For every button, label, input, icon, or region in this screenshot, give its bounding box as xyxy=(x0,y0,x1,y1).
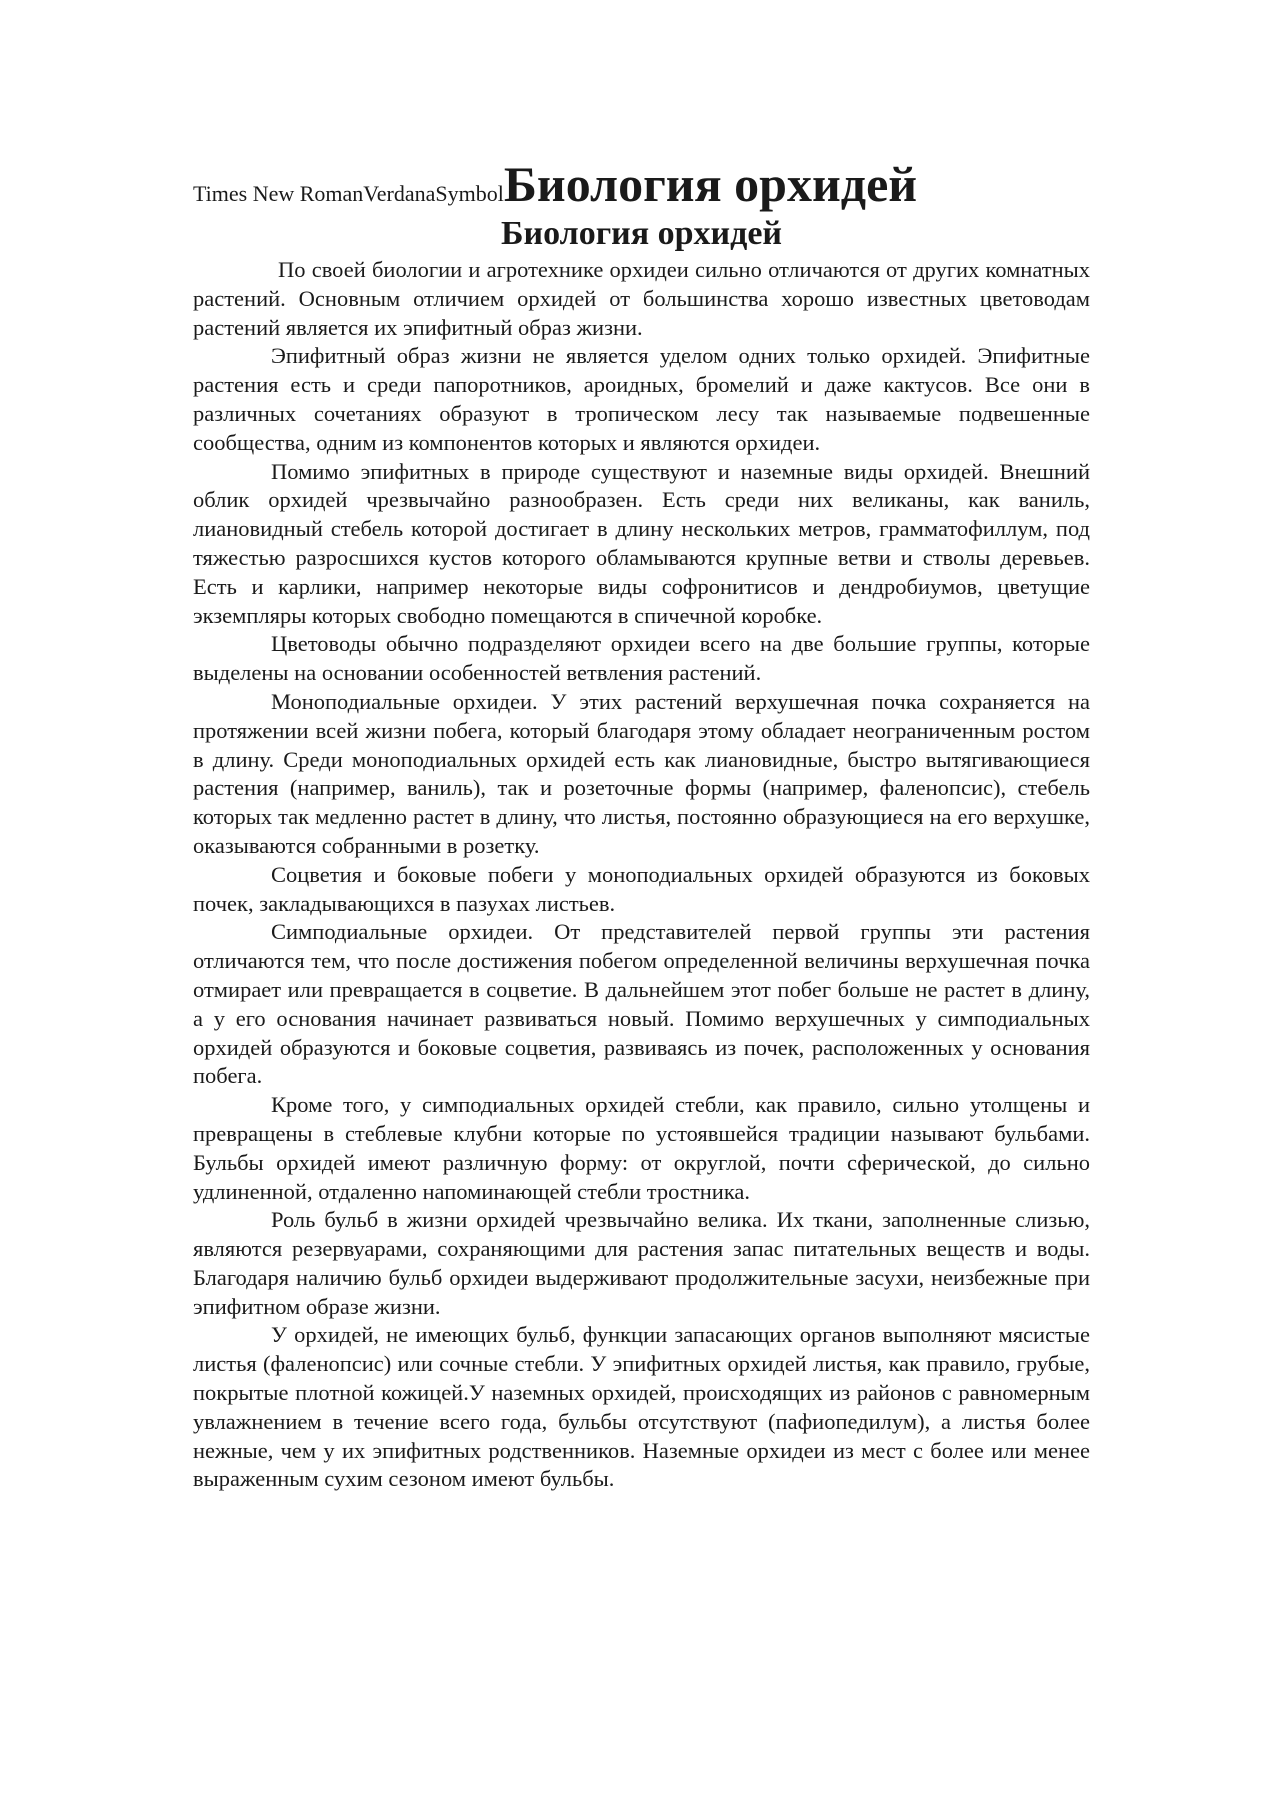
paragraph-7: Симподиальные орхидеи. От представителей первой группы эти растения отличаются тем, что после достижения побегом определенной величины верхушечная почка отмирает или превращается в соцветие. В дальнейшем этот побег больше не растет в длину, а у его основания начинает развиваться новый. Помимо верхушечных у симподиальных орхидей образуются и боковые соцветия, развиваясь из почек, расположенных у основания побега. xyxy=(193,919,1090,1089)
paragraph-3: Помимо эпифитных в природе существуют и наземные виды орхидей. Внешний облик орхидей чрезвычайно разнообразен. Есть среди них великаны, как ваниль, лиановидный стебель которой достигает в длину нескольких метров, грамматофиллум, под тяжестью разросшихся кустов которого обламываются крупные ветви и стволы деревьев. Есть и карлики, например некоторые виды софронитисов и дендробиумов, цветущие экземпляры которых свободно помещаются в спичечной коробке. xyxy=(193,458,1090,628)
header-title: Биология орхидей xyxy=(503,156,918,212)
paragraph-8: Кроме того, у симподиальных орхидей стебли, как правило, сильно утолщены и превращены в стеблевые клубни которые по устоявшейся традиции называют бульбами. Бульбы орхидей имеют различную форму: от округлой, почти сферической, до сильно удлиненной, отдаленно напоминающей стебли тростника. xyxy=(193,1092,1090,1204)
paragraph-10: У орхидей, не имеющих бульб, функции запасающих органов выполняют мясистые листья (фаленопсис) или сочные стебли. У эпифитных орхидей листья, как правило, грубые, покрытые плотной кожицей.У наземных орхидей, происходящих из районов с равномерным увлажнением в течение всего года, бульбы отсутствуют (пафиопедилум), а листья более нежные, чем у их эпифитных родственников. Наземные орхидеи из мест с более или менее выраженным сухим сезоном имеют бульбы. xyxy=(193,1322,1090,1492)
paragraph-9: Роль бульб в жизни орхидей чрезвычайно велика. Их ткани, заполненные слизью, являются резервуарами, сохраняющими для растения запас питательных веществ и воды. Благодаря наличию бульб орхидеи выдерживают продолжительные засухи, неизбежные при эпифитном образе жизни. xyxy=(193,1207,1090,1319)
paragraph-6: Соцветия и боковые побеги у моноподиальных орхидей образуются из боковых почек, закладывающихся в пазухах листьев. xyxy=(193,861,1090,916)
paragraph-1: По своей биологии и агротехнике орхидеи сильно отличаются от других комнатных растений. Основным отличием орхидей от большинства хорошо известных цветоводам растений является их эпифитный образ жизни. xyxy=(193,257,1090,340)
font-list-text: Times New RomanVerdanaSymbol xyxy=(193,181,504,206)
paragraph-4: Цветоводы обычно подразделяют орхидеи всего на две большие группы, которые выделены на основании особенностей ветвления растений. xyxy=(193,631,1090,686)
document-title: Биология орхидей xyxy=(501,215,782,252)
paragraph-5: Моноподиальные орхидеи. У этих растений верхушечная почка сохраняется на протяжении всей жизни побега, который благодаря этому обладает неограниченным ростом в длину. Среди моноподиальных орхидей есть как лиановидные, быстро вытягивающиеся растения (например, ваниль), так и розеточные формы (например, фаленопсис), стебель которых так медленно растет в длину, что листья, постоянно образующиеся на его верхушке, оказываются собранными в розетку. xyxy=(193,688,1090,858)
document-page xyxy=(193,158,1090,1494)
header-line xyxy=(193,158,1090,210)
paragraph-2: Эпифитный образ жизни не является уделом одних только орхидей. Эпифитные растения есть и среди папоротников, ароидных, бромелий и даже кактусов. Все они в различных сочетаниях образуют в тропическом лесу так называемые подвешенные сообщества, одним из компонентов которых и являются орхидеи. xyxy=(193,343,1090,455)
